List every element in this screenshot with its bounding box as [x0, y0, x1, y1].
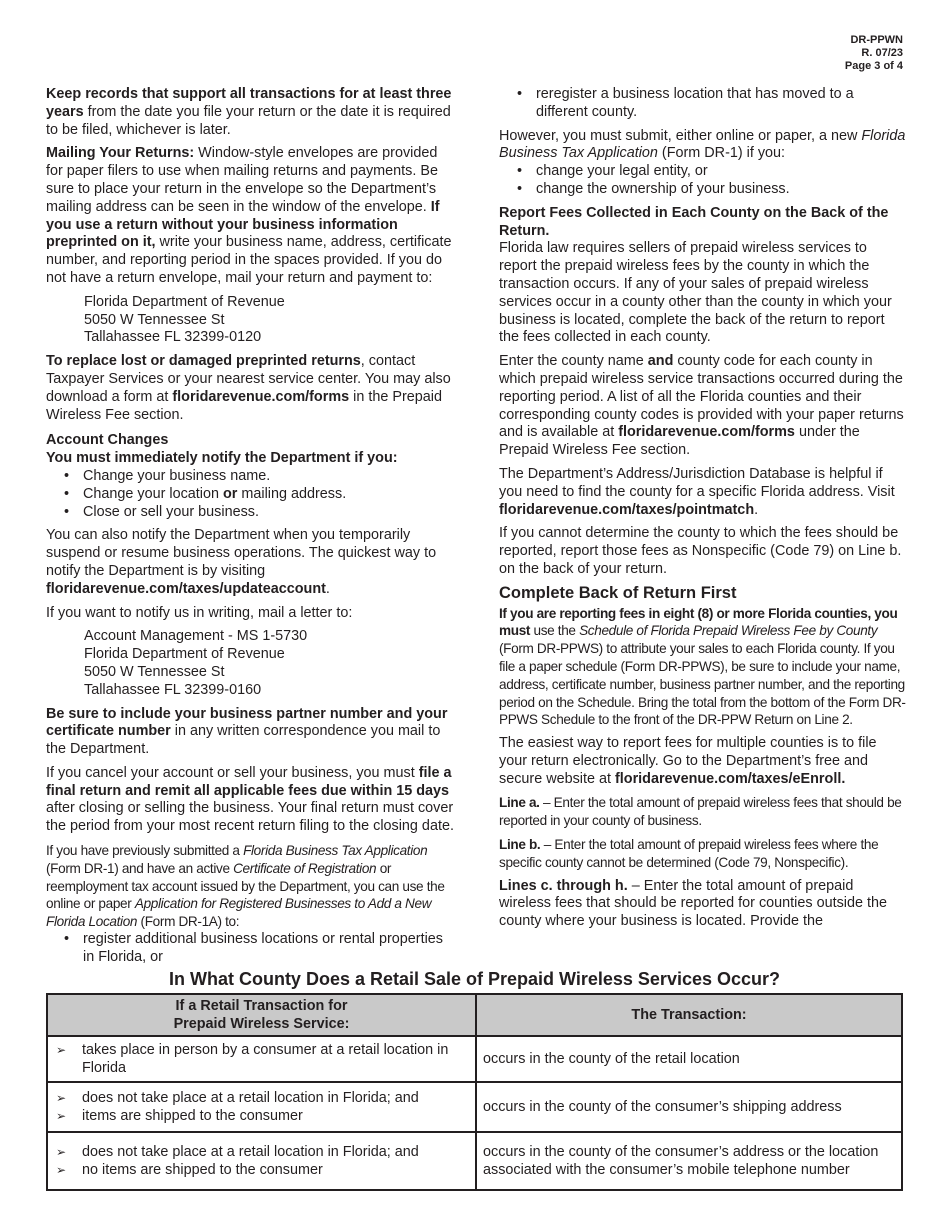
condition-item: ➢ takes place in person by a consumer at a retail location in Florida — [54, 1041, 469, 1077]
list-item: • change your legal entity, or — [499, 163, 906, 181]
cannot-determine-paragraph: If you cannot determine the county to which the fees should be reported, report those fees as Nonspecific (Code 79) on Line b. on the back of your return. — [499, 525, 902, 577]
previous-paragraph: If you have previously submitted a Florida Business Tax Application (Form DR-1) and have an active Certificate of Registration or reemployment tax account issued by the Department, you can use the online or paper Application for Registered Businesses to Add a New Florida Location (Form DR-1A) to: — [46, 843, 445, 930]
notify-paragraph: You can also notify the Department when you temporarily suspend or resume business operations. The quickest way to notify the Department is by visiting floridarevenue.com/taxes/updateaccount. — [46, 527, 437, 597]
result-cell: occurs in the county of the consumer’s shipping address — [476, 1082, 902, 1132]
line-a-paragraph: Line a. – Enter the total amount of prepaid wireless fees that should be reported in your county of business. — [499, 795, 902, 829]
table-row — [47, 1132, 902, 1190]
result-cell: occurs in the county of the retail location — [476, 1036, 902, 1082]
form-revision: R. 07/23 — [861, 47, 903, 59]
reregister-list — [499, 86, 906, 122]
list-item: • Change your business name. — [46, 468, 456, 486]
list-item: • Close or sell your business. — [46, 504, 456, 522]
replace-paragraph: To replace lost or damaged preprinted returns, contact Taxpayer Services or your nearest service center. You may also download a form at floridarevenue.com/forms in the Prepaid Wireless Fee section. — [46, 353, 451, 423]
condition-cell — [47, 1132, 476, 1190]
records-paragraph: Keep records that support all transactions for at least three years from the date you file your return or the date it is required to be filed, whichever is later. — [46, 86, 452, 138]
register-list — [46, 931, 456, 967]
table-row — [47, 1036, 902, 1082]
complete-back-heading: Complete Back of Return First — [499, 583, 737, 602]
mailing-address: Florida Department of Revenue 5050 W Tennessee St Tallahassee FL 32399-0120 — [84, 293, 285, 346]
enter-county-paragraph: Enter the county name and county code for each county in which prepaid wireless service transactions occurred during the reporting period. A list of all the Florida counties and their corresponding county codes is provided with your paper returns and is available at floridarevenue.com/forms under the Prepaid Wireless Fee section. — [499, 353, 904, 459]
account-changes-list — [46, 468, 456, 521]
list-item: • reregister a business location that has moved to a different county. — [499, 86, 906, 122]
header-col-condition: If a Retail Transaction for Prepaid Wireless Service: — [47, 994, 476, 1036]
updateaccount-link[interactable]: floridarevenue.com/taxes/updateaccount — [46, 580, 326, 597]
county-table-title: In What County Does a Retail Sale of Prepaid Wireless Services Occur? — [168, 969, 781, 989]
form-number: DR-PPWN — [850, 34, 903, 46]
form-header — [845, 34, 903, 73]
forms-link-2[interactable]: floridarevenue.com/forms — [618, 424, 795, 441]
forms-link[interactable]: floridarevenue.com/forms — [172, 388, 350, 405]
report-fees-heading: Report Fees Collected in Each County on the Back of the Return. — [499, 204, 889, 239]
mailing-paragraph: Mailing Your Returns: Window-style envelopes are provided for paper filers to use when mailing returns and payments. Be sure to place your return in the envelope so the Department’s mailing address can be seen in the window of the envelope. If you use a return without your business information preprinted on it, write your business name, address, certificate number, and reporting period in the spaces provided. If you do not have a return envelope, mail your return and payment to: — [46, 145, 452, 286]
report-fees-paragraph: Florida law requires sellers of prepaid wireless services to report the prepaid wireless fees by the county in which the transaction occurs. If any of your sales of prepaid wireless services occur in a county other than the county in which your business is located, complete the back of the return to report the fees collected in each county. — [499, 240, 892, 346]
easiest-paragraph: The easiest way to report fees for multiple counties is to file your return electronically. Go to the Department’s free and secure website at floridarevenue.com/taxes/eEnroll. — [499, 735, 877, 787]
county-table — [46, 993, 903, 1191]
condition-cell — [47, 1082, 476, 1132]
database-paragraph: The Department’s Address/Jurisdiction Database is helpful if you need to find the county for a specific Florida address. Visit floridarevenue.com/taxes/pointmatch. — [499, 465, 895, 518]
right-column — [499, 86, 906, 937]
pointmatch-link[interactable]: floridarevenue.com/taxes/pointmatch — [499, 501, 755, 518]
condition-item: ➢ items are shipped to the consumer — [54, 1107, 469, 1125]
include-paragraph: Be sure to include your business partner number and your certificate number in any written correspondence you mail to the Department. — [46, 705, 448, 758]
account-changes-heading: Account Changes — [46, 432, 169, 449]
condition-item: ➢ does not take place at a retail location in Florida; and — [54, 1089, 469, 1107]
list-item: • register additional business locations or rental properties in Florida, or — [46, 931, 456, 967]
page-number: Page 3 of 4 — [844, 60, 903, 72]
eenroll-link[interactable]: floridarevenue.com/taxes/eEnroll. — [614, 770, 846, 787]
condition-item: ➢ does not take place at a retail location in Florida; and — [54, 1143, 469, 1161]
line-c-paragraph: Lines c. through h. – Enter the total amount of prepaid wireless fees that should be reported for counties outside the county where your business is located. Provide the — [499, 877, 887, 930]
account-management-address: Account Management - MS 1-5730 Florida Department of Revenue 5050 W Tennessee St Tallahassee FL 32399-0160 — [84, 628, 308, 698]
result-cell: occurs in the county of the consumer’s address or the location associated with the consumer’s mobile telephone number — [476, 1132, 902, 1190]
left-column — [46, 86, 456, 973]
header-col-transaction: The Transaction: — [476, 994, 902, 1036]
writing-paragraph: If you want to notify us in writing, mail a letter to: — [46, 604, 353, 621]
account-must-notify: You must immediately notify the Department if you: — [46, 450, 398, 467]
complete-paragraph: If you are reporting fees in eight (8) or more Florida counties, you must use the Schedule of Florida Prepaid Wireless Fee by County (Form DR-PPWS) to attribute your sales to each Florida county. If you file a paper schedule (Form DR-PPWS), be sure to include your name, address, certificate number, business partner number, and the reporting period on the Schedule. Bring the total from the bottom of the Form DR-PPWS Schedule to the front of the DR-PPW Return on Line 2. — [499, 605, 906, 728]
however-paragraph: However, you must submit, either online or paper, a new Florida Business Tax Application (Form DR-1) if you: — [499, 127, 906, 162]
line-b-paragraph: Line b. – Enter the total amount of prepaid wireless fees where the specific county cannot be determined (Code 79, Nonspecific). — [499, 837, 879, 870]
list-item: • Change your location or mailing address. — [46, 486, 456, 504]
cancel-paragraph: If you cancel your account or sell your business, you must file a final return and remit all applicable fees due within 15 days after closing or selling the business. Your final return must cover the period from your most recent return filing to the closing date. — [46, 764, 454, 835]
however-list — [499, 163, 906, 199]
table-header-row — [47, 994, 902, 1036]
table-row — [47, 1082, 902, 1132]
condition-cell — [47, 1036, 476, 1082]
condition-item: ➢ no items are shipped to the consumer — [54, 1161, 469, 1179]
list-item: • change the ownership of your business. — [499, 181, 906, 199]
